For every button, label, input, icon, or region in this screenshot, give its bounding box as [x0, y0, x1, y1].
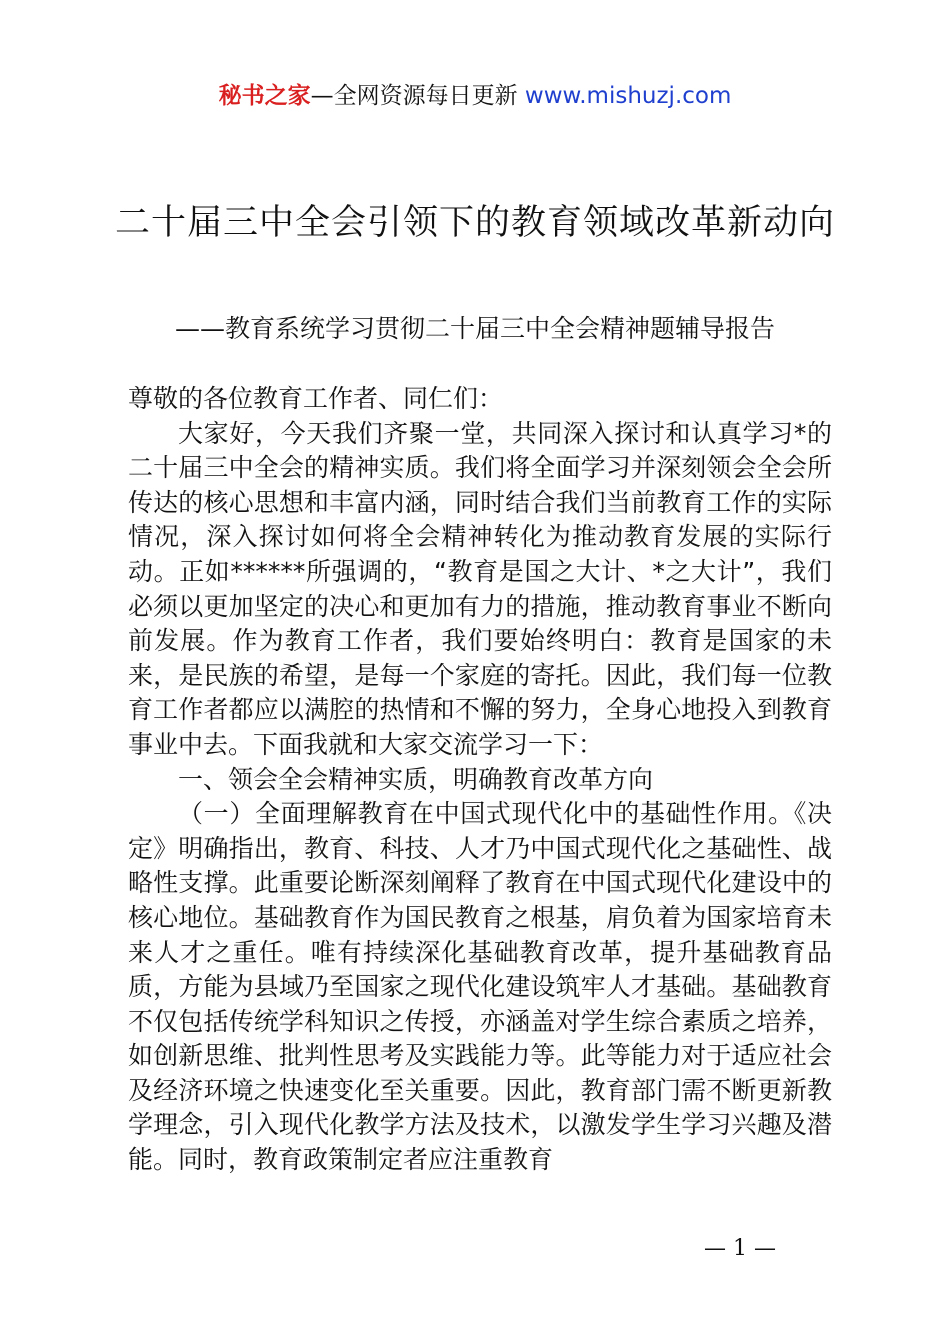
paragraph-section-1: （一）全面理解教育在中国式现代化中的基础性作用。《决定》明确指出，教育、科技、人才乃中国式现代化之基础性、战略性支撑。此重要论断深刻阐释了教育在中国式现代化建设中的核心地位。基础教育作为国民教育之根基，肩负着为国家培育未来人才之重任。唯有持续深化基础教育改革，提升基础教育品质，方能为县域乃至国家之现代化建设筑牢人才基础。基础教育不仅包括传统学科知识之传授，亦涵盖对学生综合素质之培养，如创新思维、批判性思考及实践能力等。此等能力对于适应社会及经济环境之快速变化至关重要。因此，教育部门需不断更新教学理念，引入现代化教学方法及技术，以激发学生学习兴趣及潜能。同时，教育政策制定者应注重教育	[128, 799, 832, 1175]
site-tagline: —全网资源每日更新	[310, 83, 525, 109]
site-banner	[0, 80, 950, 112]
document-subtitle: ——教育系统学习贯彻二十届三中全会精神题辅导报告	[174, 314, 775, 343]
site-brand: 秘书之家	[218, 83, 311, 109]
section-heading: 一、领会全会精神实质，明确教育改革方向	[178, 764, 654, 794]
salutation: 尊敬的各位教育工作者、同仁们：	[128, 384, 504, 413]
document-title: 二十届三中全会引领下的教育领域改革新动向	[114, 203, 835, 243]
page-number: — 1 —	[704, 1236, 776, 1261]
site-url-link[interactable]: www.mishuzj.com	[524, 83, 732, 109]
document-body	[128, 382, 832, 1178]
paragraph-intro: 大家好，今天我们齐聚一堂，共同深入探讨和认真学习*的二十届三中全会的精神实质。我们将全面学习并深刻领会全会所传达的核心思想和丰富内涵，同时结合我们当前教育工作的实际情况，深入探讨如何将全会精神转化为推动教育发展的实际行动。正如******所强调的，“教育是国之大计、*之大计”，我们必须以更加坚定的决心和更加有力的措施，推动教育事业不断向前发展。作为教育工作者，我们要始终明白：教育是国家的未来，是民族的希望，是每一个家庭的寄托。因此，我们每一位教育工作者都应以满腔的热情和不懈的努力，全身心地投入到教育事业中去。下面我就和大家交流学习一下：	[128, 418, 832, 759]
